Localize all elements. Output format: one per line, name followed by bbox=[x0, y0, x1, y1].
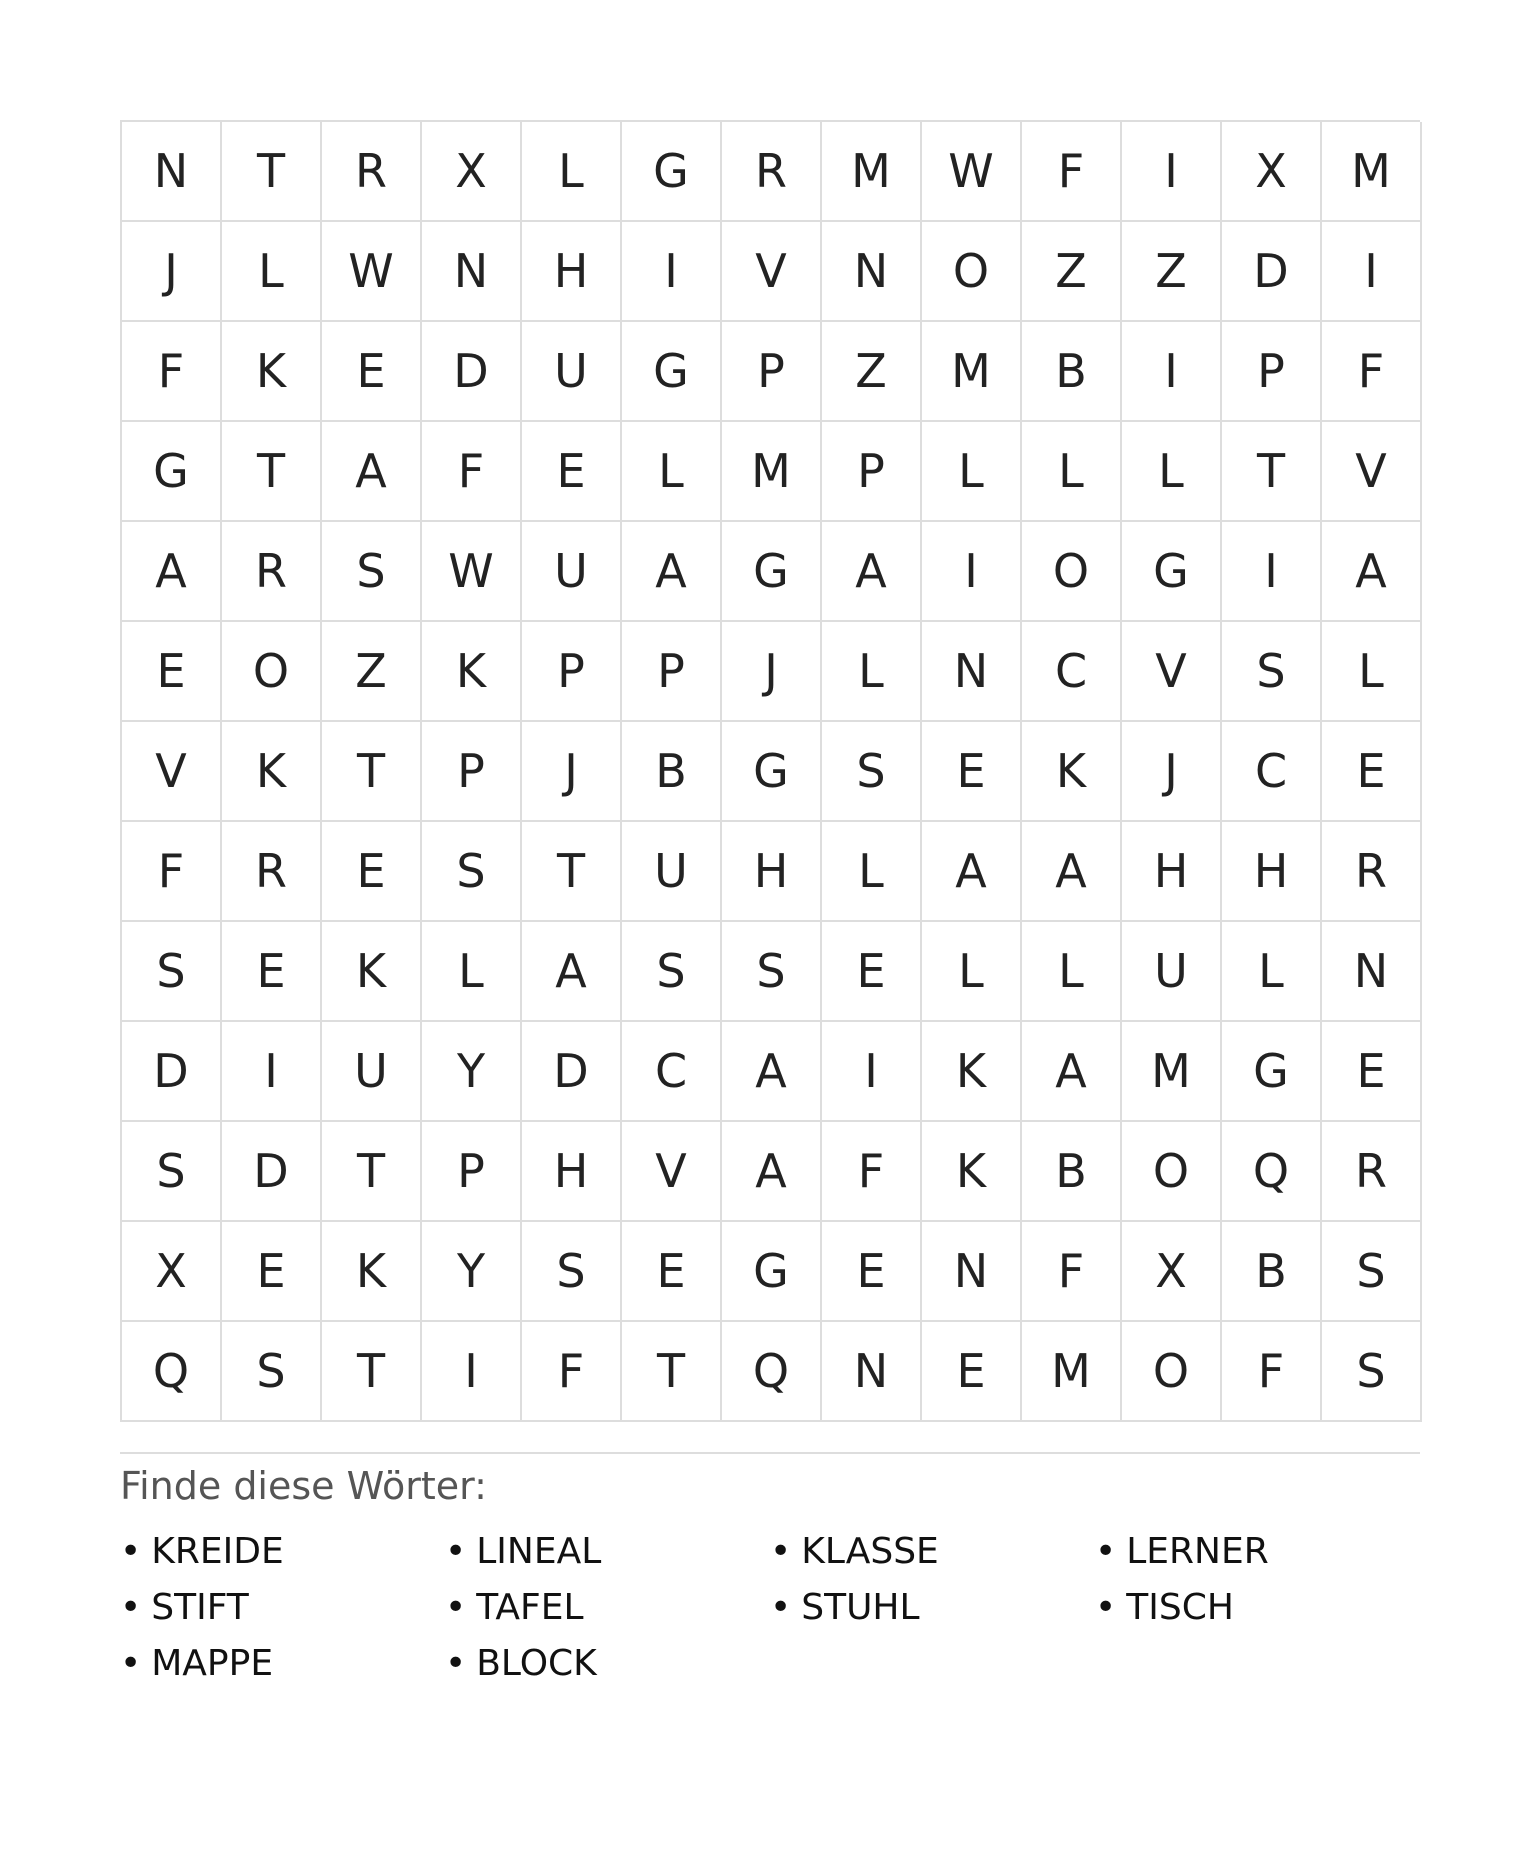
grid-cell[interactable]: V bbox=[722, 222, 822, 322]
grid-cell[interactable]: I bbox=[822, 1022, 922, 1122]
grid-cell[interactable]: V bbox=[1122, 622, 1222, 722]
grid-cell[interactable]: O bbox=[922, 222, 1022, 322]
grid-cell[interactable]: A bbox=[722, 1122, 822, 1222]
grid-cell[interactable]: S bbox=[122, 922, 222, 1022]
grid-cell[interactable]: A bbox=[1022, 1022, 1122, 1122]
grid-cell[interactable]: S bbox=[722, 922, 822, 1022]
grid-cell[interactable]: A bbox=[1322, 522, 1422, 622]
grid-cell[interactable]: L bbox=[522, 122, 622, 222]
grid-cell[interactable]: Q bbox=[122, 1322, 222, 1422]
grid-cell[interactable]: P bbox=[622, 622, 722, 722]
grid-cell[interactable]: C bbox=[1222, 722, 1322, 822]
grid-cell[interactable]: A bbox=[722, 1022, 822, 1122]
grid-cell[interactable]: N bbox=[922, 622, 1022, 722]
grid-cell[interactable]: M bbox=[922, 322, 1022, 422]
grid-cell[interactable]: A bbox=[922, 822, 1022, 922]
grid-cell[interactable]: Z bbox=[822, 322, 922, 422]
grid-cell[interactable]: L bbox=[1022, 422, 1122, 522]
grid-cell[interactable]: E bbox=[222, 1222, 322, 1322]
grid-cell[interactable]: B bbox=[1222, 1222, 1322, 1322]
grid-cell[interactable]: S bbox=[322, 522, 422, 622]
grid-cell[interactable]: P bbox=[1222, 322, 1322, 422]
grid-cell[interactable]: R bbox=[222, 822, 322, 922]
bullet-icon: • bbox=[770, 1531, 792, 1573]
grid-cell[interactable]: T bbox=[322, 722, 422, 822]
grid-cell[interactable]: R bbox=[722, 122, 822, 222]
word-list-item bbox=[120, 1524, 445, 1580]
grid-cell[interactable]: I bbox=[1122, 322, 1222, 422]
grid-cell[interactable]: K bbox=[422, 622, 522, 722]
word-label: LINEAL bbox=[476, 1531, 602, 1573]
grid-cell[interactable]: L bbox=[922, 922, 1022, 1022]
grid-cell[interactable]: S bbox=[1222, 622, 1322, 722]
grid-cell[interactable]: K bbox=[222, 722, 322, 822]
word-list-item bbox=[445, 1636, 770, 1692]
grid-cell[interactable]: W bbox=[922, 122, 1022, 222]
grid-cell[interactable]: U bbox=[322, 1022, 422, 1122]
grid-cell[interactable]: D bbox=[422, 322, 522, 422]
grid-cell[interactable]: H bbox=[1122, 822, 1222, 922]
grid-cell[interactable]: E bbox=[822, 1222, 922, 1322]
grid-cell[interactable]: O bbox=[1022, 522, 1122, 622]
grid-cell[interactable]: H bbox=[522, 222, 622, 322]
grid-cell[interactable]: U bbox=[1122, 922, 1222, 1022]
grid-cell[interactable]: D bbox=[522, 1022, 622, 1122]
grid-cell[interactable]: O bbox=[1122, 1122, 1222, 1222]
grid-cell[interactable]: N bbox=[422, 222, 522, 322]
word-label: BLOCK bbox=[476, 1643, 597, 1685]
grid-cell[interactable]: Y bbox=[422, 1022, 522, 1122]
grid-cell[interactable]: Q bbox=[1222, 1122, 1322, 1222]
grid-cell[interactable]: F bbox=[122, 322, 222, 422]
grid-cell[interactable]: O bbox=[222, 622, 322, 722]
grid-cell[interactable]: U bbox=[622, 822, 722, 922]
grid-cell[interactable]: L bbox=[1122, 422, 1222, 522]
grid-cell[interactable]: P bbox=[422, 722, 522, 822]
grid-cell[interactable]: Z bbox=[1022, 222, 1122, 322]
grid-cell[interactable]: R bbox=[1322, 822, 1422, 922]
grid-cell[interactable]: T bbox=[222, 422, 322, 522]
grid-cell[interactable]: S bbox=[622, 922, 722, 1022]
grid-cell[interactable]: S bbox=[1322, 1222, 1422, 1322]
grid-cell[interactable]: J bbox=[1122, 722, 1222, 822]
grid-cell[interactable]: D bbox=[222, 1122, 322, 1222]
word-list-item bbox=[1095, 1580, 1420, 1636]
grid-cell[interactable]: M bbox=[1122, 1022, 1222, 1122]
grid-cell[interactable]: B bbox=[1022, 1122, 1122, 1222]
word-label: MAPPE bbox=[151, 1643, 274, 1685]
grid-cell[interactable]: G bbox=[722, 1222, 822, 1322]
letter-grid bbox=[120, 120, 1420, 1422]
grid-cell[interactable]: X bbox=[1222, 122, 1322, 222]
word-list-item bbox=[120, 1580, 445, 1636]
grid-cell[interactable]: L bbox=[1222, 922, 1322, 1022]
word-list-item bbox=[120, 1636, 445, 1692]
grid-cell[interactable]: K bbox=[922, 1122, 1022, 1222]
grid-cell[interactable]: U bbox=[522, 322, 622, 422]
bullet-icon: • bbox=[120, 1643, 142, 1685]
grid-cell[interactable]: R bbox=[222, 522, 322, 622]
grid-cell[interactable]: A bbox=[522, 922, 622, 1022]
grid-cell[interactable]: N bbox=[122, 122, 222, 222]
bullet-icon: • bbox=[1095, 1587, 1117, 1629]
grid-cell[interactable]: T bbox=[322, 1322, 422, 1422]
grid-cell[interactable]: X bbox=[422, 122, 522, 222]
grid-cell[interactable]: W bbox=[422, 522, 522, 622]
grid-cell[interactable]: S bbox=[422, 822, 522, 922]
word-list-item bbox=[445, 1580, 770, 1636]
grid-cell[interactable]: G bbox=[1222, 1022, 1322, 1122]
grid-cell[interactable]: G bbox=[622, 122, 722, 222]
grid-cell[interactable]: T bbox=[222, 122, 322, 222]
grid-cell[interactable]: J bbox=[722, 622, 822, 722]
grid-cell[interactable]: Z bbox=[322, 622, 422, 722]
bullet-icon: • bbox=[770, 1587, 792, 1629]
grid-cell[interactable]: E bbox=[922, 722, 1022, 822]
grid-cell[interactable]: G bbox=[722, 722, 822, 822]
grid-cell[interactable]: T bbox=[622, 1322, 722, 1422]
grid-cell[interactable]: I bbox=[422, 1322, 522, 1422]
grid-cell[interactable]: F bbox=[1022, 1222, 1122, 1322]
word-label: KREIDE bbox=[151, 1531, 284, 1573]
bullet-icon: • bbox=[120, 1531, 142, 1573]
grid-cell[interactable]: K bbox=[922, 1022, 1022, 1122]
word-list-heading: Finde diese Wörter: bbox=[120, 1464, 487, 1508]
grid-cell[interactable]: W bbox=[322, 222, 422, 322]
grid-cell[interactable]: S bbox=[222, 1322, 322, 1422]
word-list-item bbox=[770, 1524, 1095, 1580]
grid-cell[interactable]: N bbox=[922, 1222, 1022, 1322]
grid-cell[interactable]: P bbox=[822, 422, 922, 522]
grid-cell[interactable]: F bbox=[422, 422, 522, 522]
word-label: STUHL bbox=[801, 1587, 920, 1629]
grid-cell[interactable]: L bbox=[1322, 622, 1422, 722]
grid-cell[interactable]: I bbox=[1122, 122, 1222, 222]
grid-cell[interactable]: I bbox=[622, 222, 722, 322]
grid-cell[interactable]: A bbox=[622, 522, 722, 622]
grid-cell[interactable]: M bbox=[822, 122, 922, 222]
grid-cell[interactable]: L bbox=[1022, 922, 1122, 1022]
grid-cell[interactable]: K bbox=[222, 322, 322, 422]
grid-cell[interactable]: X bbox=[1122, 1222, 1222, 1322]
grid-cell[interactable]: L bbox=[922, 422, 1022, 522]
grid-cell[interactable]: E bbox=[622, 1222, 722, 1322]
grid-cell[interactable]: M bbox=[722, 422, 822, 522]
grid-cell[interactable]: T bbox=[322, 1122, 422, 1222]
bullet-icon: • bbox=[445, 1643, 467, 1685]
word-list-item bbox=[770, 1580, 1095, 1636]
grid-cell[interactable]: V bbox=[122, 722, 222, 822]
grid-cell[interactable]: F bbox=[522, 1322, 622, 1422]
grid-cell[interactable]: L bbox=[822, 822, 922, 922]
grid-cell[interactable]: S bbox=[122, 1122, 222, 1222]
grid-cell[interactable]: H bbox=[1222, 822, 1322, 922]
grid-cell[interactable]: Y bbox=[422, 1222, 522, 1322]
grid-cell[interactable]: F bbox=[1222, 1322, 1322, 1422]
grid-cell[interactable]: B bbox=[622, 722, 722, 822]
bullet-icon: • bbox=[1095, 1531, 1117, 1573]
grid-cell[interactable]: E bbox=[922, 1322, 1022, 1422]
grid-cell[interactable]: O bbox=[1122, 1322, 1222, 1422]
grid-cell[interactable]: P bbox=[422, 1122, 522, 1222]
grid-cell[interactable]: I bbox=[922, 522, 1022, 622]
grid-cell[interactable]: K bbox=[322, 1222, 422, 1322]
grid-cell[interactable]: G bbox=[722, 522, 822, 622]
grid-cell[interactable]: M bbox=[1022, 1322, 1122, 1422]
grid-cell[interactable]: D bbox=[122, 1022, 222, 1122]
grid-cell[interactable]: E bbox=[322, 822, 422, 922]
grid-cell[interactable]: K bbox=[1022, 722, 1122, 822]
grid-cell[interactable]: R bbox=[1322, 1122, 1422, 1222]
word-list-item bbox=[445, 1524, 770, 1580]
grid-cell[interactable]: A bbox=[322, 422, 422, 522]
grid-cell[interactable]: N bbox=[822, 222, 922, 322]
divider bbox=[120, 1452, 1420, 1454]
grid-cell[interactable]: I bbox=[1322, 222, 1422, 322]
grid-cell[interactable]: E bbox=[522, 422, 622, 522]
grid-cell[interactable]: F bbox=[822, 1122, 922, 1222]
grid-cell[interactable]: L bbox=[622, 422, 722, 522]
grid-cell[interactable]: G bbox=[122, 422, 222, 522]
bullet-icon: • bbox=[120, 1587, 142, 1629]
word-label: KLASSE bbox=[801, 1531, 939, 1573]
grid-cell[interactable]: P bbox=[522, 622, 622, 722]
grid-cell[interactable]: F bbox=[1322, 322, 1422, 422]
grid-cell[interactable]: N bbox=[822, 1322, 922, 1422]
grid-cell[interactable]: L bbox=[222, 222, 322, 322]
grid-cell[interactable]: E bbox=[322, 322, 422, 422]
grid-cell[interactable]: L bbox=[822, 622, 922, 722]
grid-cell[interactable]: X bbox=[122, 1222, 222, 1322]
word-label: LERNER bbox=[1126, 1531, 1269, 1573]
grid-cell[interactable]: T bbox=[1222, 422, 1322, 522]
grid-cell[interactable]: G bbox=[622, 322, 722, 422]
grid-cell[interactable]: E bbox=[1322, 1022, 1422, 1122]
grid-cell[interactable]: L bbox=[422, 922, 522, 1022]
grid-cell[interactable]: E bbox=[122, 622, 222, 722]
grid-cell[interactable]: V bbox=[1322, 422, 1422, 522]
bullet-icon: • bbox=[445, 1587, 467, 1629]
word-label: STIFT bbox=[151, 1587, 249, 1629]
word-list-item bbox=[1095, 1524, 1420, 1580]
grid-cell[interactable]: P bbox=[722, 322, 822, 422]
grid-cell[interactable]: H bbox=[522, 1122, 622, 1222]
word-label: TISCH bbox=[1126, 1587, 1234, 1629]
word-search-puzzle bbox=[120, 120, 1420, 1692]
grid-cell[interactable]: S bbox=[822, 722, 922, 822]
word-label: TAFEL bbox=[476, 1587, 584, 1629]
grid-cell[interactable]: U bbox=[522, 522, 622, 622]
grid-cell[interactable]: Z bbox=[1122, 222, 1222, 322]
grid-cell[interactable]: A bbox=[822, 522, 922, 622]
grid-cell[interactable]: S bbox=[522, 1222, 622, 1322]
grid-cell[interactable]: N bbox=[1322, 922, 1422, 1022]
grid-cell[interactable]: E bbox=[1322, 722, 1422, 822]
grid-cell[interactable]: S bbox=[1322, 1322, 1422, 1422]
grid-cell[interactable]: I bbox=[222, 1022, 322, 1122]
grid-cell[interactable]: E bbox=[822, 922, 922, 1022]
grid-cell[interactable]: M bbox=[1322, 122, 1422, 222]
word-list bbox=[120, 1524, 1420, 1692]
grid-cell[interactable]: F bbox=[122, 822, 222, 922]
grid-cell[interactable]: B bbox=[1022, 322, 1122, 422]
grid-cell[interactable]: J bbox=[522, 722, 622, 822]
grid-cell[interactable]: I bbox=[1222, 522, 1322, 622]
grid-cell[interactable]: C bbox=[1022, 622, 1122, 722]
grid-cell[interactable]: E bbox=[222, 922, 322, 1022]
grid-cell[interactable]: K bbox=[322, 922, 422, 1022]
grid-cell[interactable]: G bbox=[1122, 522, 1222, 622]
bullet-icon: • bbox=[445, 1531, 467, 1573]
grid-cell[interactable]: R bbox=[322, 122, 422, 222]
grid-cell[interactable]: A bbox=[122, 522, 222, 622]
grid-cell[interactable]: Q bbox=[722, 1322, 822, 1422]
grid-cell[interactable]: D bbox=[1222, 222, 1322, 322]
grid-cell[interactable]: V bbox=[622, 1122, 722, 1222]
grid-cell[interactable]: F bbox=[1022, 122, 1122, 222]
grid-cell[interactable]: A bbox=[1022, 822, 1122, 922]
grid-cell[interactable]: C bbox=[622, 1022, 722, 1122]
grid-cell[interactable]: H bbox=[722, 822, 822, 922]
grid-cell[interactable]: T bbox=[522, 822, 622, 922]
grid-cell[interactable]: J bbox=[122, 222, 222, 322]
